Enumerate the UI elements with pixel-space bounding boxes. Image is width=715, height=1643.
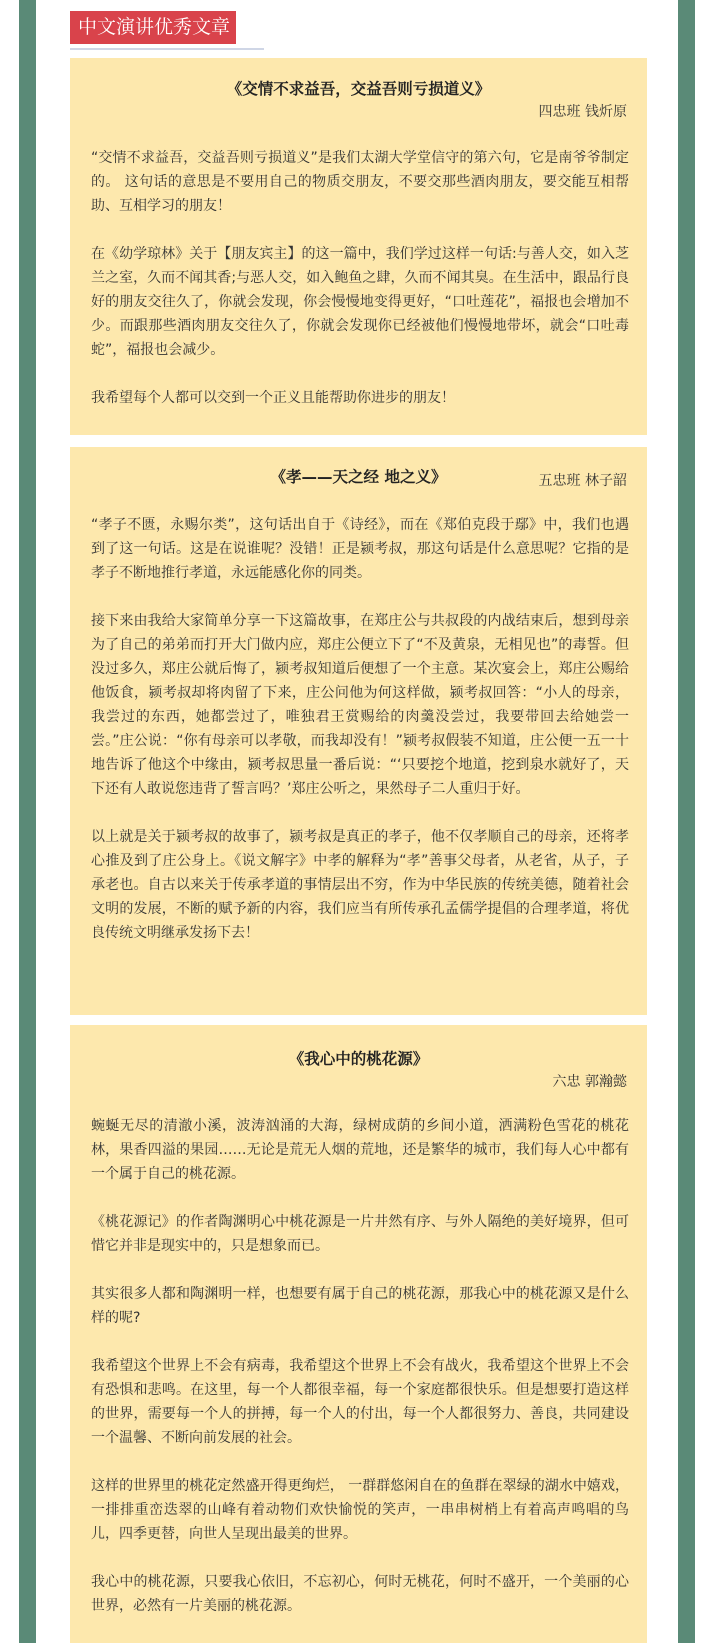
article-paragraph: 《桃花源记》的作者陶渊明心中桃花源是一片井然有序、与外人隔绝的美好境界，但可惜它并非是现实中的，只是想象而已。: [91, 1214, 629, 1254]
article-author: 四忠班 钱炘原: [538, 104, 627, 120]
article-paragraph: 其实很多人都和陶渊明一样，也想要有属于自己的桃花源，那我心中的桃花源又是什么样的呢?: [91, 1286, 629, 1326]
article-title: 《我心中的桃花源》: [288, 1050, 429, 1068]
article-card: [70, 447, 647, 1015]
article-paragraph: 接下来由我给大家简单分享一下这篇故事，在郑庄公与共叔段的内战结束后，想到母亲为了自己的弟弟而打开大门做内应，郑庄公便立下了“不及黄泉，无相见也”的毒誓。但没过多久，郑庄公就后悔了，颍考叔知道后便想了一个主意。某次宴会上，郑庄公赐给他饭食，颍考叔却将肉留了下来，庄公问他为何这样做，颍考叔回答：“小人的母亲，我尝过的东西，她都尝过了，唯独君王赏赐给的肉羹没尝过，我要带回去给她尝一尝。”庄公说：“你有母亲可以孝敬，而我却没有！”颍考叔假装不知道，庄公便一五一十地告诉了他这个中缘由，颍考叔思量一番后说：“‘只要挖个地道，挖到泉水就好了，天下还有人敢说您违背了誓言吗？’郑庄公听之，果然母子二人重归于好。: [91, 613, 629, 797]
article-title: 《交情不求益吾，交益吾则亏损道义》: [226, 80, 491, 98]
article-paragraph: 这样的世界里的桃花定然盛开得更绚烂， 一群群悠闲自在的鱼群在翠绿的湖水中嬉戏，一排排重峦迭翠的山峰有着动物们欢快愉悦的笑声，一串串树梢上有着高声鸣唱的鸟儿，四季更替，向世人呈现出最美的世界。: [91, 1478, 629, 1542]
article-paragraph: “交情不求益吾，交益吾则亏损道义”是我们太湖大学堂信守的第六句，它是南爷爷制定的。 这句话的意思是不要用自己的物质交朋友，不要交那些酒肉朋友，要交能互相帮助、互相学习的朋友！: [91, 150, 629, 214]
article-paragraph: “孝子不匮，永赐尔类”，这句话出自于《诗经》，而在《郑伯克段于鄢》中，我们也遇到了这一句话。这是在说谁呢？没错！正是颍考叔，那这句话是什么意思呢？它指的是孝子不断地推行孝道，永远能感化你的同类。: [91, 517, 629, 581]
section-header-label: 中文演讲优秀文章: [70, 11, 236, 44]
article-paragraph: 以上就是关于颍考叔的故事了，颍考叔是真正的孝子，他不仅孝顺自己的母亲，还将孝心推及到了庄公身上。《说文解字》中孝的解释为“孝”善事父母者，从老省，从子，子承老也。自古以来关于传承孝道的事情层出不穷，作为中华民族的传统美德，随着社会文明的发展，不断的赋予新的内容，我们应当有所传承孔孟儒学提倡的合理孝道，将优良传统文明继承发扬下去！: [91, 829, 629, 941]
article-author: 五忠班 林子韶: [538, 473, 627, 489]
article-body: [91, 1114, 629, 1618]
article-body: [91, 146, 629, 410]
article-paragraph: 在《幼学琼林》关于【朋友宾主】的这一篇中，我们学过这样一句话:与善人交，如入芝兰之室，久而不闻其香;与恶人交，如入鲍鱼之肆，久而不闻其臭。在生活中，跟品行良好的朋友交往久了，你就会发现，你会慢慢地变得更好，“口吐莲花”，福报也会增加不少。而跟那些酒肉朋友交往久了，你就会发现你已经被他们慢慢地带坏，就会“口吐毒蛇”，福报也会减少。: [91, 246, 629, 358]
article-card: [70, 58, 647, 435]
right-border-stripe: [678, 0, 695, 1643]
article-paragraph: 我希望每个人都可以交到一个正义且能帮助你进步的朋友！: [91, 390, 455, 406]
article-title: 《孝——天之经 地之义》: [270, 468, 447, 486]
article-card: [70, 1025, 647, 1643]
article-paragraph: 我心中的桃花源，只要我心依旧，不忘初心，何时无桃花，何时不盛开，一个美丽的心世界，必然有一片美丽的桃花源。: [91, 1574, 629, 1614]
section-header: [70, 11, 264, 50]
left-border-stripe: [19, 0, 36, 1643]
article-paragraph: 蜿蜒无尽的清澈小溪，波涛汹涌的大海，绿树成荫的乡间小道，洒满粉色雪花的桃花林，果香四溢的果园……无论是荒无人烟的荒地，还是繁华的城市，我们每人心中都有一个属于自己的桃花源。: [91, 1118, 629, 1182]
content-column: [36, 0, 678, 1643]
article-paragraph: 我希望这个世界上不会有病毒，我希望这个世界上不会有战火，我希望这个世界上不会有恐惧和悲鸣。在这里，每一个人都很幸福，每一个家庭都很快乐。但是想要打造这样的世界，需要每一个人的拼搏，每一个人的付出，每一个人都很努力、善良，共同建设一个温馨、不断向前发展的社会。: [91, 1358, 629, 1446]
article-author: 六忠 郭瀚懿: [552, 1074, 627, 1090]
article-body: [91, 513, 629, 945]
